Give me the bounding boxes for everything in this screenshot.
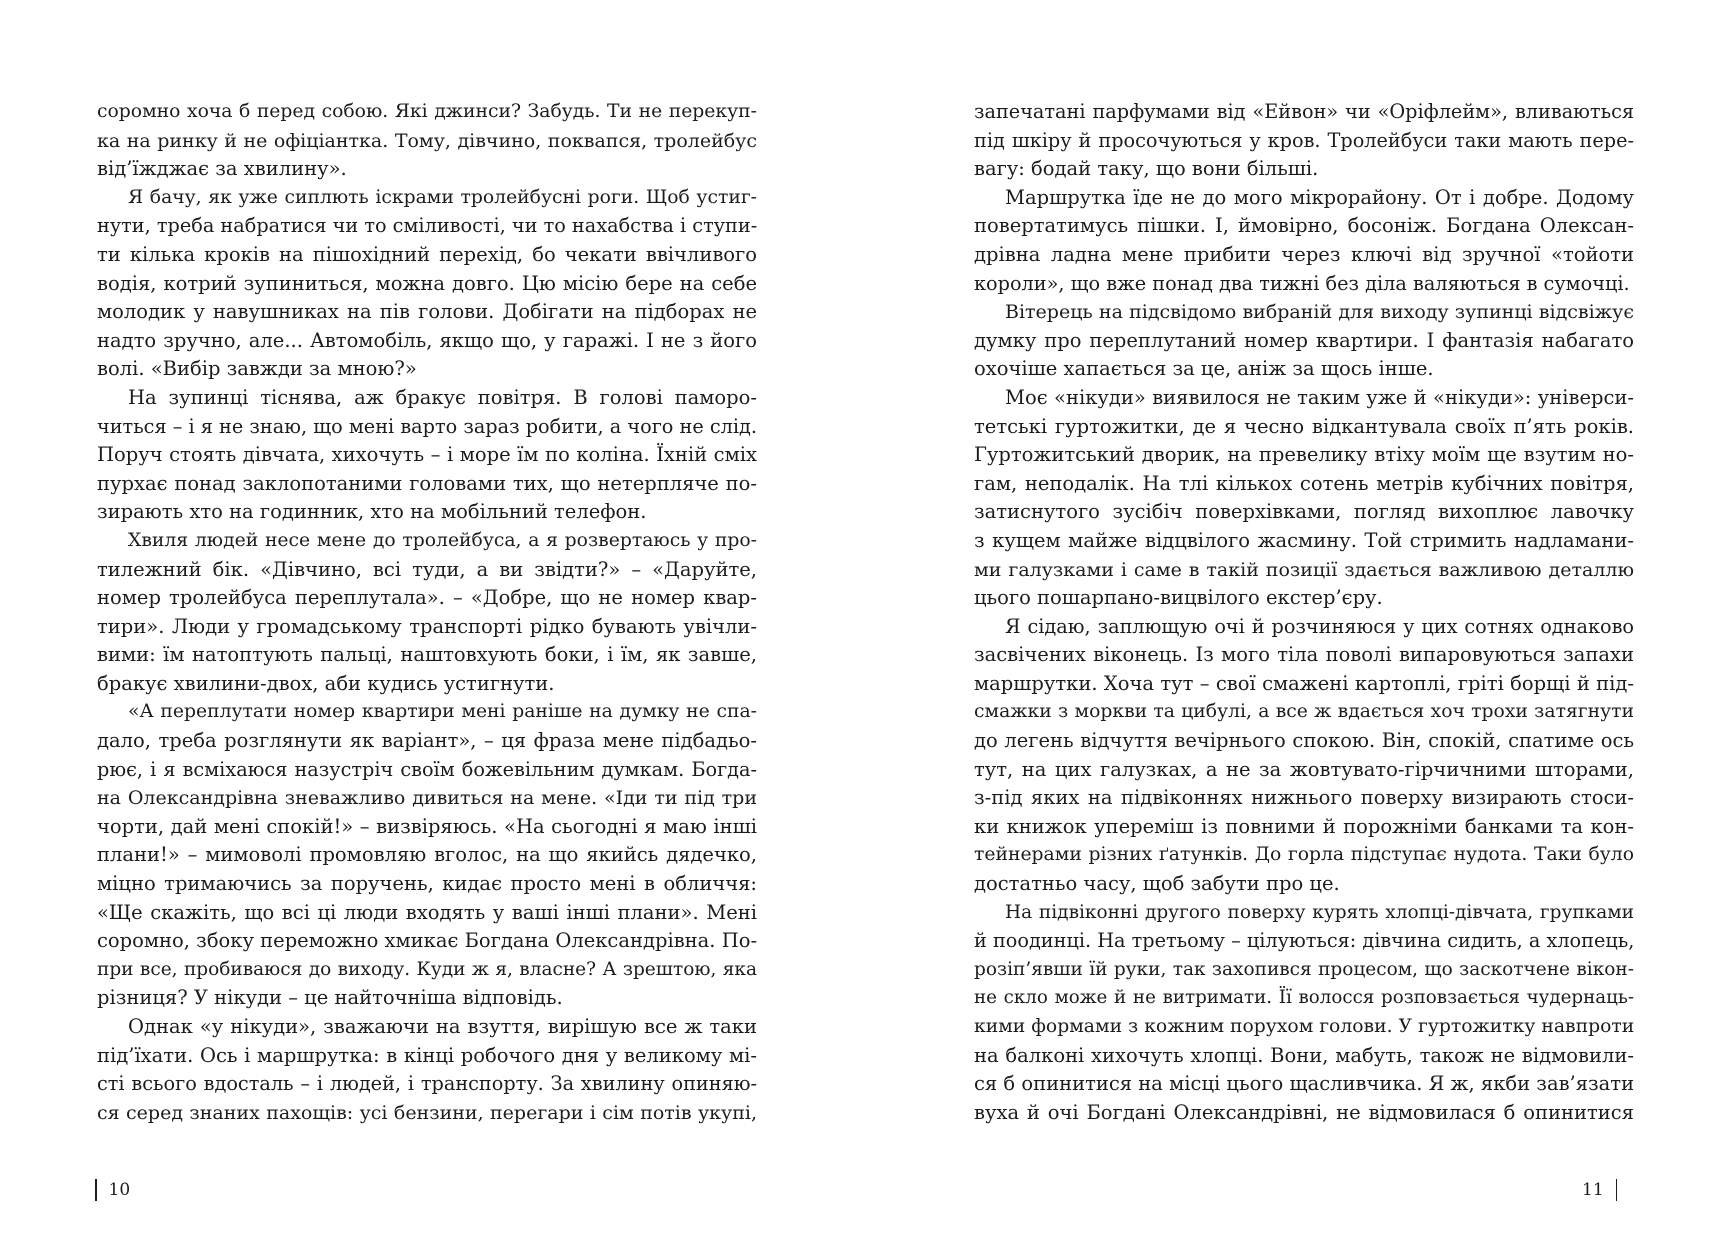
left-line-2: ка на ринку й не офіціантка. Тому, дівчино, поквапся, тролейбус (97, 129, 757, 152)
right-line-1: запечатані парфумами від «Ейвон» чи «Оріфлейм», вливаються (974, 100, 1634, 123)
right-line-36: вуха й очі Богдані Олександрівні, не відмовилася б опинитися (974, 1100, 1634, 1124)
right-line-15: затиснутого зусібіч поверхівками, погляд вихоплює лавочку (974, 500, 1634, 524)
left-line-29: «Ще скажіть, що всі ці люди входять у ваші інші плани». Мені (97, 900, 757, 924)
right-line-29: На підвіконні другого поверху курять хлопці-дівчата, групками (1005, 901, 1634, 923)
left-line-23: дало, треба розглянути як варіант», – ця фраза мене підбадьо- (97, 729, 757, 753)
left-line-35: сті всього вдосталь – і людей, і транспорту. За хвилину опиняю- (97, 1072, 757, 1096)
right-line-7: короли», що вже понад два тижні без діла валяються в сумочці. (974, 271, 1630, 295)
right-line-20: засвічених віконець. Із мого тіла поволі випаровуються запахи (974, 643, 1634, 667)
right-line-5: повертатимусь пішки. І, ймовірно, босоніж. Богдана Олексан- (974, 214, 1634, 238)
right-line-6: дрівна ладна мене прибити через ключі від зручної «тойоти (974, 242, 1634, 266)
right-line-18: цього пошарпано-вицвілого екстер’єру. (974, 586, 1383, 610)
right-line-13: Гуртожитський дворик, на превелику втіху моїм ще взутим но- (974, 443, 1634, 467)
left-line-5: нути, треба набратися чи то сміливості, чи то нахабства і ступи- (97, 214, 758, 238)
left-line-7: водія, котрий зупиниться, можна довго. Цю місію бере на себе (97, 271, 757, 295)
left-line-12: читься – і я не знаю, що мені варто зараз робити, а чого не слід. (97, 414, 757, 438)
left-line-14: пурхає понад заклопотаними головами тих, що нетерпляче по- (97, 471, 757, 495)
right-line-31: розіп’явши їй руки, так захопився процесом, що заскотчене вікон- (974, 958, 1634, 980)
left-line-22: «А переплутати номер квартири мені раніше на думку не спа- (128, 701, 757, 723)
right-line-23: до легень відчуття вечірнього спокою. Він, спокій, спатиме ось (974, 729, 1634, 753)
left-line-11: На зупинці тіснява, аж бракує повітря. В голові паморо- (128, 385, 757, 409)
left-line-28: міцно тримаючись за поручень, кидає просто мені в обличчя: (97, 872, 757, 896)
right-page-number-text: 11 (1582, 1180, 1604, 1200)
left-line-25: на Олександрівна зневажливо дивиться на мене. «Іди ти під три (97, 787, 757, 810)
right-line-25: з-під яких на підвіконнях нижнього поверху визирають стоси- (974, 786, 1634, 810)
left-page-number-text: 10 (108, 1180, 131, 1200)
right-page (974, 98, 1634, 1127)
left-line-21: бракує хвилини-двох, аби кудись устигнути. (97, 671, 555, 695)
left-line-4: Я бачу, як уже сиплють іскрами тролейбусні роги. Щоб устиг- (128, 186, 757, 208)
right-line-3: вагу: бодай таку, що вони більші. (974, 157, 1319, 181)
right-line-32: не скло може й не витримати. Її волосся розповзається чудернаць- (974, 987, 1634, 1009)
left-line-33: Однак «у нікуди», зважаючи на взуття, вирішую все ж таки (128, 1015, 757, 1038)
right-line-19: Я сідаю, заплющую очі й розчиняюся у цих сотнях однаково (1005, 614, 1634, 638)
left-line-1: соромно хоча б перед собою. Які джинси? Забудь. Ти не перекуп- (97, 101, 757, 122)
left-page-number (95, 1175, 130, 1205)
left-line-30: соромно, збоку переможно хмикає Богдана Олександрівна. По- (97, 929, 758, 953)
right-line-10: охочіше хапається за це, аніж за щось інше. (974, 357, 1434, 381)
right-line-12: тетські гуртожитки, де я чесно відкантувала своїх п’ять років. (974, 414, 1634, 438)
left-line-27: плани!» – мимоволі промовляю вголос, на що якийсь дядечко, (97, 843, 757, 867)
left-line-24: рює, і я всміхаюся назустріч своїм божевільним думкам. Богда- (97, 757, 757, 781)
left-line-16: Хвиля людей несе мене до тролейбуса, а я розвертаюсь у про- (128, 529, 757, 551)
right-line-16: з кущем майже відцвілого жасмину. Той стримить надламани- (974, 528, 1634, 552)
right-line-27: тейнерами різних ґатунків. До горла підступає нудота. Таки було (974, 844, 1634, 866)
right-line-11: Моє «нікуди» виявилося не таким уже й «нікуди»: універси- (1005, 385, 1634, 409)
left-line-20: вими: їм натоптують пальці, наштовхують боки, і їм, як завше, (97, 643, 757, 667)
left-line-17: тилежний бік. «Дівчино, всі туди, а ви звідти?» – «Даруйте, (97, 557, 757, 581)
right-line-17: ми галузками і саме в такій позиції здається важливою деталлю (974, 558, 1634, 581)
left-line-34: під’їхати. Ось і маршрутка: в кінці робочого дня у великому мі- (97, 1043, 757, 1067)
right-line-33: кими формами з кожним порухом голови. У гуртожитку навпроти (974, 1016, 1635, 1037)
right-line-9: думку про переплутаний номер квартири. І фантазія набагато (974, 328, 1634, 352)
right-line-28: достатньо часу, щоб забути про це. (974, 872, 1340, 896)
left-line-6: ти кілька кроків на пішохідний перехід, бо чекати ввічливого (97, 242, 757, 266)
right-line-24: тут, на цих галузках, а не за жовтувато-гірчичними шторами, (974, 757, 1634, 781)
left-line-9: надто зручно, але... Автомобіль, якщо що, у гаражі. І не з його (97, 328, 757, 352)
right-line-26: ки книжок упереміш із повними й порожніми банками та кон- (974, 814, 1634, 838)
right-line-14: гам, неподалік. На тлі кількох сотень метрів кубічних повітря, (974, 471, 1634, 495)
right-line-35: ся б опинитися на місці цього щасливчика. Я ж, якби зав’язати (974, 1072, 1635, 1096)
right-line-8: Вітерець на підсвідомо вибраній для виходу зупинці відсвіжує (1005, 301, 1634, 324)
left-line-3: від’їжджає за хвилину». (97, 157, 347, 181)
right-line-4: Маршрутка їде не до мого мікрорайону. От і добре. Додому (1005, 185, 1634, 209)
right-page-number (1582, 1175, 1617, 1205)
right-line-2: під шкіру й просочуються у кров. Тролейбуси таки мають пере- (974, 128, 1634, 152)
left-line-32: різниця? У нікуди – це найточніша відповідь. (97, 986, 563, 1010)
folio-divider (1616, 1179, 1618, 1201)
left-line-26: чорти, дай мені спокій!» – визвіряюсь. «На сьогодні я маю інші (97, 814, 757, 838)
left-line-10: волі. «Вибір завжди за мною?» (97, 357, 417, 381)
left-line-8: молодик у навушниках на пів голови. Добігати на підборах не (97, 300, 757, 324)
left-line-15: зирають хто на годинник, хто на мобільний телефон. (97, 500, 647, 524)
right-line-22: смажки з моркви та цибулі, а все ж вдається хоч трохи затягнути (974, 701, 1634, 723)
left-line-31: при все, пробиваюся до виходу. Куди ж я, власне? А зрештою, яка (97, 958, 757, 980)
right-line-30: й поодинці. На третьому – цілуються: дівчина сидить, а хлопець, (974, 929, 1635, 953)
right-line-21: маршрутки. Хоча тут – свої смажені картоплі, гріті борщі й під- (974, 671, 1634, 695)
left-line-19: тири». Люди у громадському транспорті рідко бувають увічли- (97, 614, 757, 638)
left-line-13: Поруч стоять дівчата, хихочуть – і море їм по коліна. Їхній сміх (97, 443, 757, 467)
left-line-18: номер тролейбуса переплутала». – «Добре, що не номер квар- (97, 586, 757, 610)
left-page (97, 98, 757, 1127)
folio-divider (95, 1179, 97, 1201)
right-line-34: на балконі хихочуть хлопці. Вони, мабуть, також не відмовили- (974, 1043, 1634, 1067)
left-line-36: ся серед знаних пахощів: усі бензини, перегари і сім потів укупі, (97, 1101, 757, 1124)
